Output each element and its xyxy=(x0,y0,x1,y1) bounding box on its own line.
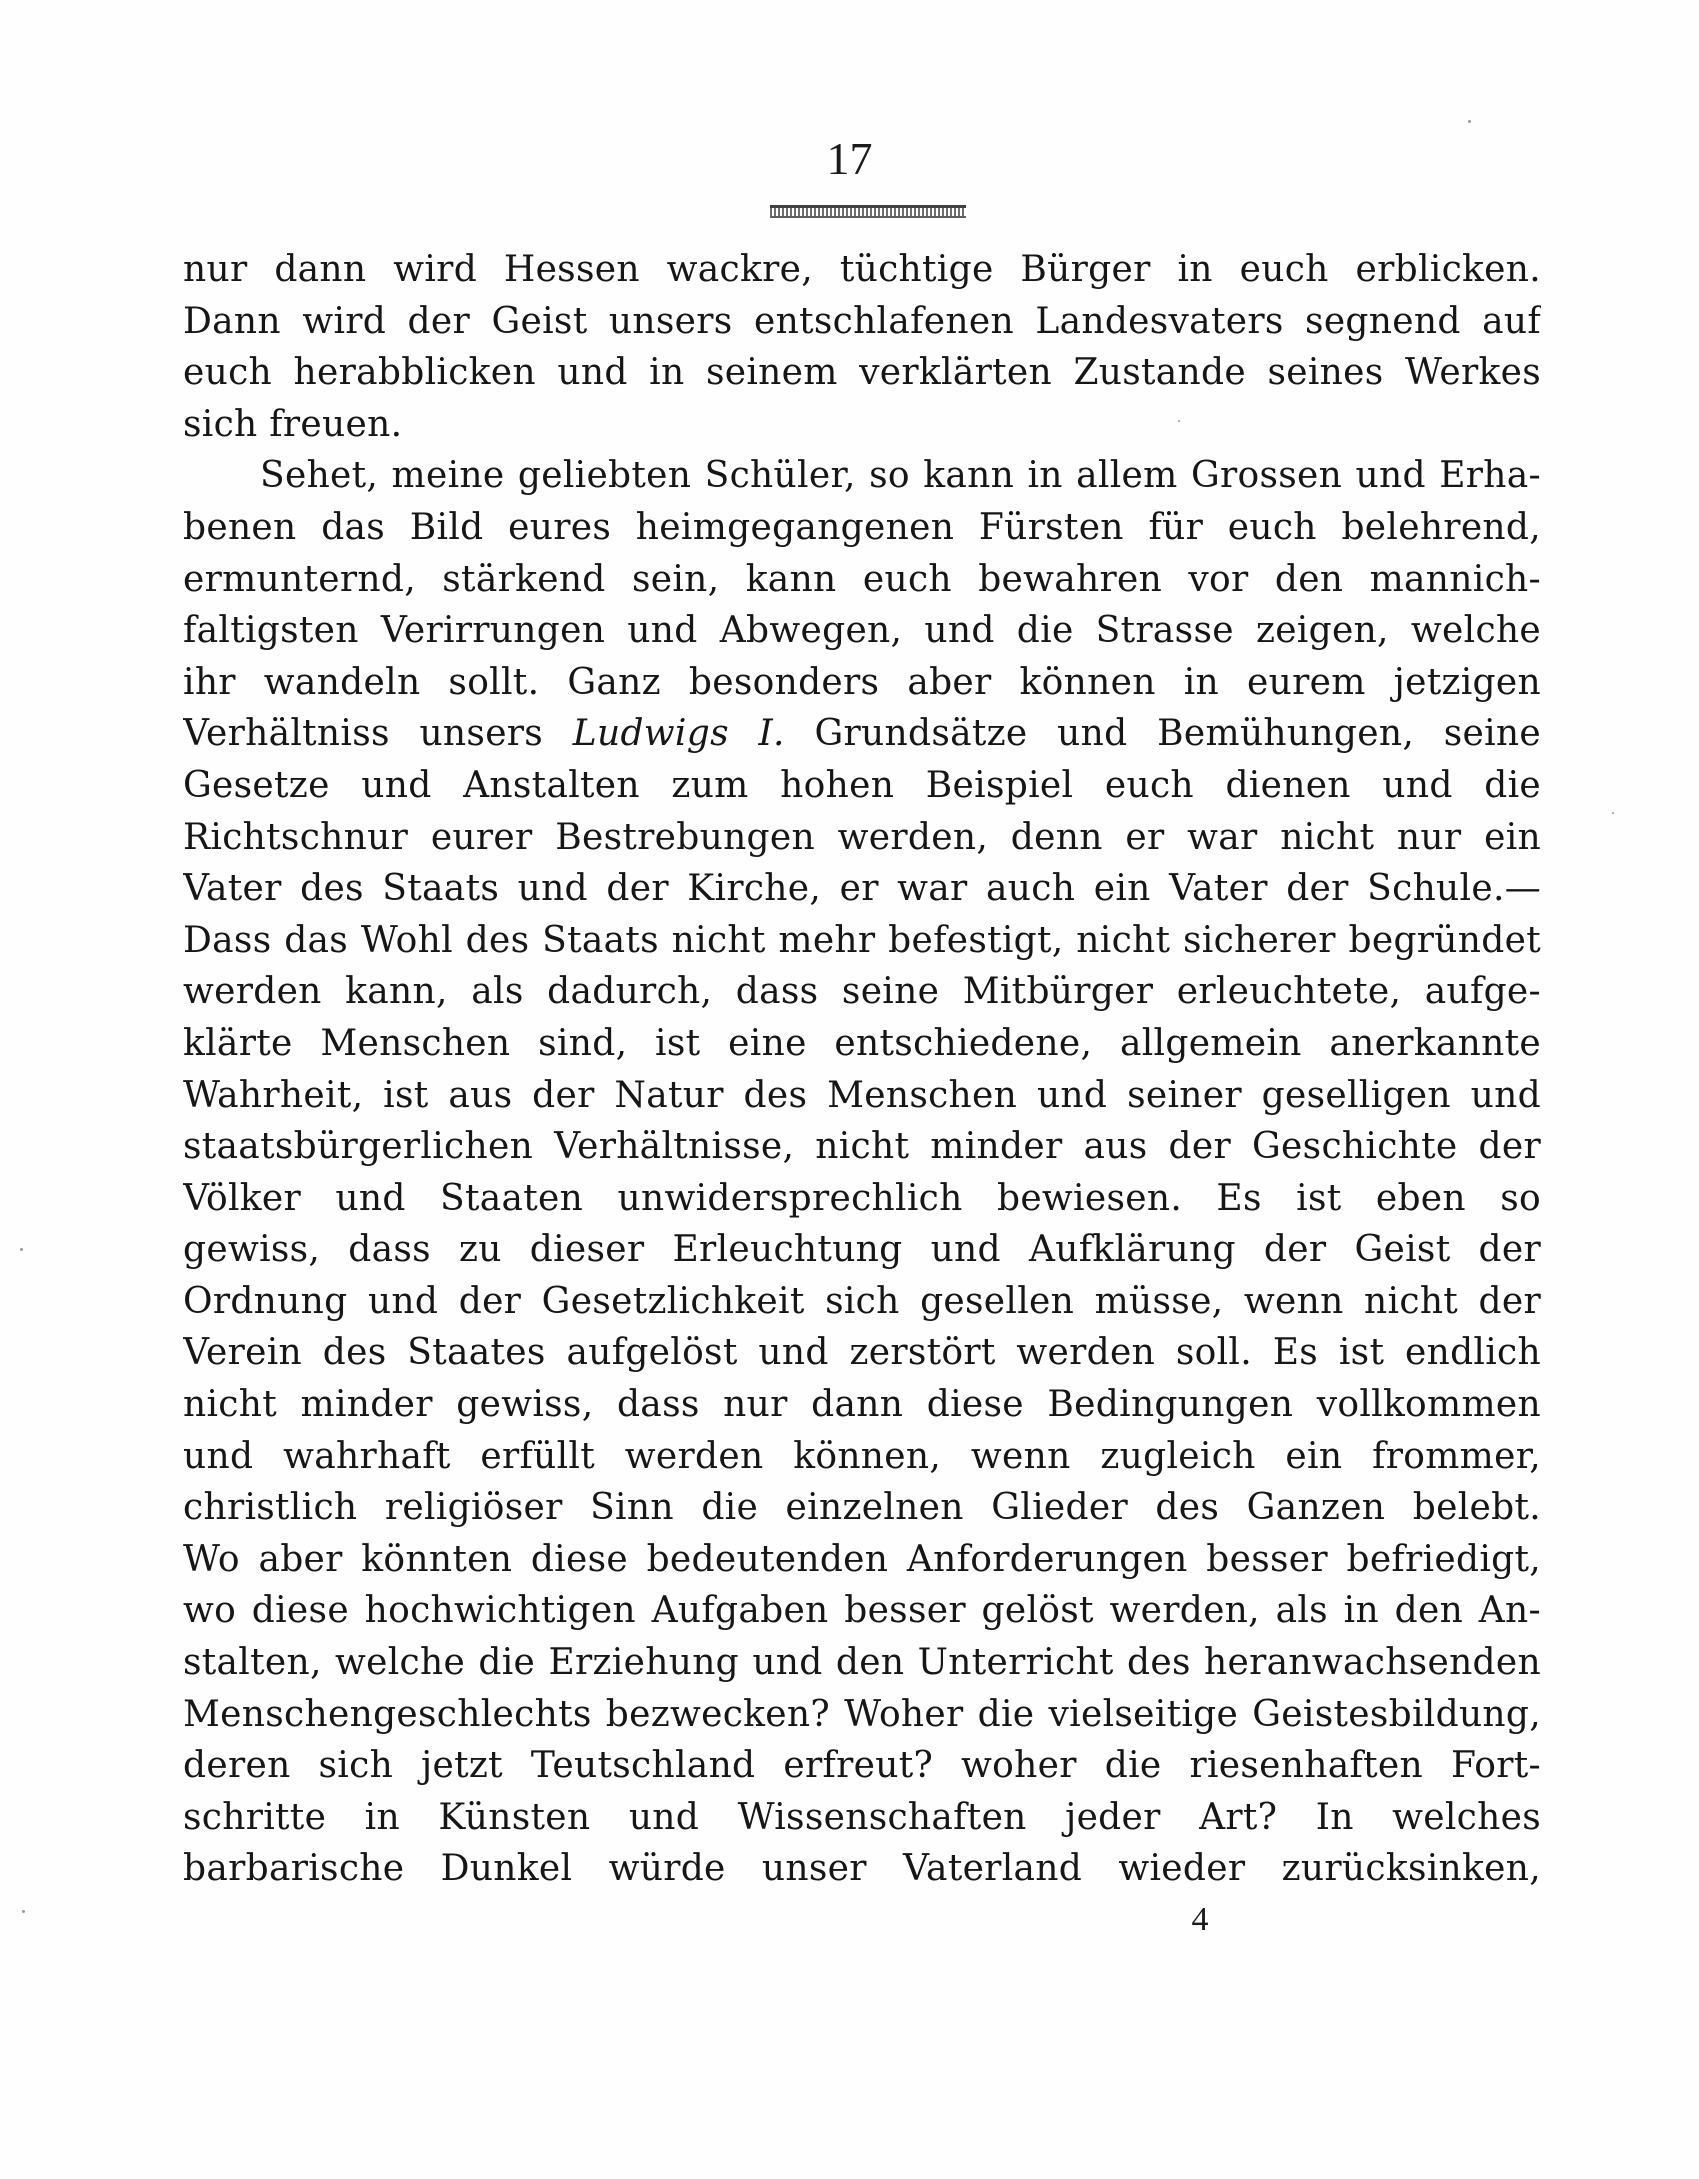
text-line: christlich religiöser Sinn die einzelnen Glieder des Ganzen belebt. xyxy=(183,1487,1541,1529)
text-line: Menschengeschlechts bezwecken? Woher die vielseitige Geistesbildung, xyxy=(183,1693,1541,1735)
text-line: werden kann, als dadurch, dass seine Mitbürger erleuchtete, aufge- xyxy=(183,971,1541,1013)
scan-speck xyxy=(1468,120,1471,123)
text-line: klärte Menschen sind, ist eine entschiedene, allgemein anerkannte xyxy=(183,1022,1541,1064)
text-line: und wahrhaft erfüllt werden können, wenn zugleich ein frommer, xyxy=(183,1435,1541,1477)
scan-speck xyxy=(20,1248,23,1251)
header-rule xyxy=(770,205,966,218)
text-line: deren sich jetzt Teutschland erfreut? woher die riesenhaften Fort- xyxy=(183,1745,1541,1787)
text-line: gewiss, dass zu dieser Erleuchtung und Aufklärung der Geist der xyxy=(183,1229,1541,1271)
text-line: Dann wird der Geist unsers entschlafenen Landesvaters segnend auf xyxy=(183,300,1541,342)
text-line: faltigsten Verirrungen und Abwegen, und die Strasse zeigen, welche xyxy=(183,610,1541,652)
text-line: Völker und Staaten unwidersprechlich bewiesen. Es ist eben so xyxy=(183,1177,1541,1219)
text-line: Wahrheit, ist aus der Natur des Menschen und seiner geselligen und xyxy=(183,1074,1541,1116)
scan-speck xyxy=(22,1910,25,1913)
text-line: nur dann wird Hessen wackre, tüchtige Bürger in euch erblicken. xyxy=(183,249,1541,290)
page-number: 17 xyxy=(826,133,873,184)
italic-name: Ludwigs I. xyxy=(572,713,785,755)
text-line: schritte in Künsten und Wissenschaften jeder Art? In welches xyxy=(183,1796,1541,1838)
text-line: barbarische Dunkel würde unser Vaterland wieder zurücksinken, xyxy=(183,1848,1541,1890)
text-line: Wo aber könnten diese bedeutenden Anforderungen besser befriedigt, xyxy=(183,1538,1541,1580)
text-line: sich freuen. xyxy=(183,403,403,445)
text-line: Verein des Staates aufgelöst und zerstört werden soll. Es ist endlich xyxy=(183,1332,1541,1374)
text-line: Richtschnur eurer Bestrebungen werden, denn er war nicht nur ein xyxy=(183,816,1541,858)
text-line-with-name xyxy=(183,708,1541,760)
scan-speck xyxy=(1612,812,1614,814)
text-segment: Grundsätze und Bemühungen, seine xyxy=(814,713,1541,755)
body-text xyxy=(183,244,1541,1895)
text-line: Gesetze und Anstalten zum hohen Beispiel euch dienen und die xyxy=(183,764,1541,806)
text-line: stalten, welche die Erziehung und den Unterricht des heranwachsenden xyxy=(183,1642,1541,1684)
text-line: Dass das Wohl des Staats nicht mehr befestigt, nicht sicherer begründet xyxy=(183,919,1541,961)
text-line: Ordnung und der Gesetzlichkeit sich gesellen müsse, wenn nicht der xyxy=(183,1280,1541,1322)
text-line: Vater des Staats und der Kirche, er war auch ein Vater der Schule.— xyxy=(183,868,1541,910)
text-line: staatsbürgerlichen Verhältnisse, nicht minder aus der Geschichte der xyxy=(183,1126,1541,1168)
signature-mark: 4 xyxy=(1191,1901,1209,1938)
text-line: ermunternd, stärkend sein, kann euch bewahren vor den mannich- xyxy=(183,558,1541,600)
text-line: benen das Bild eures heimgegangenen Fürsten für euch belehrend, xyxy=(183,506,1541,548)
text-line: wo diese hochwichtigen Aufgaben besser gelöst werden, als in den An- xyxy=(183,1590,1541,1632)
text-line: nicht minder gewiss, dass nur dann diese Bedingungen vollkommen xyxy=(183,1384,1541,1426)
scan-speck xyxy=(1178,420,1180,422)
text-line: ihr wandeln sollt. Ganz besonders aber können in eurem jetzigen xyxy=(183,661,1541,703)
text-line: Sehet, meine geliebten Schüler, so kann in allem Grossen und Erha- xyxy=(260,455,1541,497)
text-line: euch herabblicken und in seinem verklärten Zustande seines Werkes xyxy=(183,352,1541,394)
text-segment: Verhältniss unsers xyxy=(183,713,544,755)
